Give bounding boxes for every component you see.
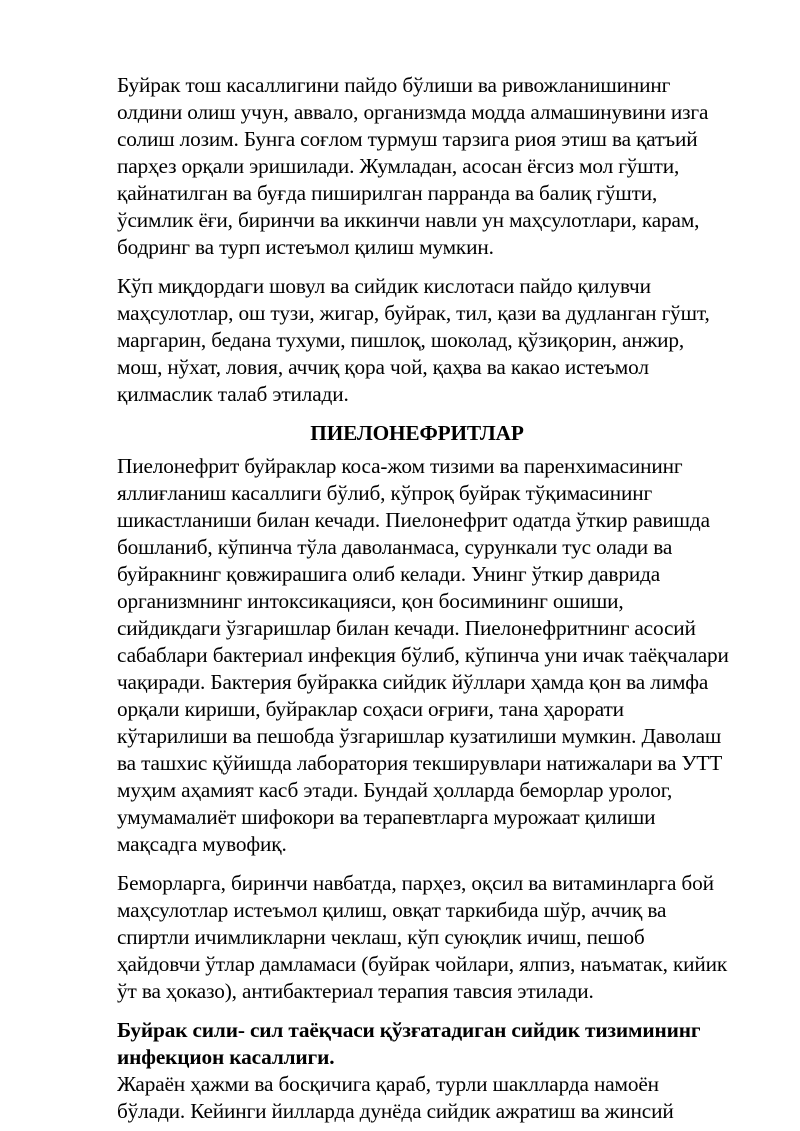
text-line: шикастланиши билан кечади. Пиелонефрит одатда ўткир равишда — [117, 508, 710, 532]
text-line: кўтарилиши ва пешобда ўзгаришлар кузатилиши мумкин. Даволаш — [117, 724, 722, 748]
text-line: қайнатилган ва буғда пиширилган парранда ва балиқ гўшти, — [117, 181, 658, 205]
text-line: бўлади. Кейинги йилларда дунёда сийдик ажратиш ва жинсий — [117, 1099, 674, 1123]
text-line: маҳсулотлар, ош тузи, жигар, буйрак, тил, қази ва дудланган гўшт, — [117, 301, 710, 325]
text-line: орқали кириши, буйраклар соҳаси оғриғи, тана ҳарорати — [117, 697, 624, 721]
subheading-tuberculosis — [117, 1017, 717, 1071]
text-line: маргарин, бедана тухуми, пишлоқ, шоколад, қўзиқорин, анжир, — [117, 328, 684, 352]
text-line: Жараён ҳажми ва босқичига қараб, турли шаклларда намоён — [117, 1072, 659, 1096]
text-line: организмнинг интоксикацияси, қон босимининг ошиши, — [117, 589, 624, 613]
text-line: қилмаслик талаб этилади. — [117, 382, 349, 406]
paragraph-restrictions — [117, 273, 717, 408]
section-heading: ПИЕЛОНЕФРИТЛАР — [310, 421, 524, 445]
text-line: чақиради. Бактерия буйракка сийдик йўллари ҳамда қон ва лимфа — [117, 670, 709, 694]
text-line: бошланиб, кўпинча тўла даволанмаса, сурункали тус олади ва — [117, 535, 673, 559]
text-line: умумамалиёт шифокори ва терапевтларга мурожаат қилиши — [117, 805, 656, 829]
text-line: ва ташхис қўйишда лаборатория текширувлари натижалари ва УТТ — [117, 751, 723, 775]
text-line: яллиғланиш касаллиги бўлиб, кўпроқ буйрак тўқимасининг — [117, 481, 653, 505]
text-line: сабаблари бактериал инфекция бўлиб, кўпинча уни ичак таёқчалари — [117, 643, 729, 667]
text-line: Беморларга, биринчи навбатда, парҳез, оқсил ва витаминларга бой — [117, 871, 714, 895]
text-line: парҳез орқали эришилади. Жумладан, асосан ёғсиз мол гўшти, — [117, 154, 680, 178]
text-line: бодринг ва турп истеъмол қилиш мумкин. — [117, 235, 494, 259]
text-line: Кўп миқдордаги шовул ва сийдик кислотаси пайдо қилувчи — [117, 274, 651, 298]
paragraph-tuberculosis — [117, 1071, 717, 1125]
paragraph-pyelonephritis — [117, 453, 729, 858]
text-line: ҳайдовчи ўтлар дамламаси (буйрак чойлари, ялпиз, наъматак, кийик — [117, 952, 728, 976]
document-page — [117, 72, 729, 1125]
text-line: буйракнинг қовжирашига олиб келади. Унинг ўткир даврида — [117, 562, 661, 586]
text-line: сийдикдаги ўзгаришлар билан кечади. Пиелонефритнинг асосий — [117, 616, 696, 640]
text-line: мош, нўхат, ловия, аччиқ қора чой, қаҳва ва какао истеъмол — [117, 355, 649, 379]
text-line: солиш лозим. Бунга соғлом турмуш тарзига риоя этиш ва қатъий — [117, 127, 698, 151]
paragraph-prevention — [117, 72, 717, 261]
text-line: муҳим аҳамият касб этади. Бундай ҳолларда беморлар уролог, — [117, 778, 673, 802]
text-line: ўсимлик ёғи, биринчи ва иккинчи навли ун маҳсулотлари, карам, — [117, 208, 700, 232]
text-line: Пиелонефрит буйраклар коса-жом тизими ва паренхимасининг — [117, 454, 683, 478]
text-line: мақсадга мувофиқ. — [117, 832, 287, 856]
text-line: Буйрак тош касаллигини пайдо бўлиши ва ривожланишининг — [117, 73, 671, 97]
text-line: Буйрак сили- сил таёқчаси қўзғатадиган сийдик тизимининг — [117, 1018, 701, 1042]
text-line: маҳсулотлар истеъмол қилиш, овқат таркибида шўр, аччиқ ва — [117, 898, 667, 922]
text-line: спиртли ичимликларни чеклаш, кўп суюқлик ичиш, пешоб — [117, 925, 645, 949]
paragraph-treatment — [117, 870, 728, 1005]
text-line: инфекцион касаллиги. — [117, 1045, 335, 1069]
text-line: олдини олиш учун, аввало, организмда модда алмашинувини изга — [117, 100, 709, 124]
text-line: ўт ва ҳоказо), антибактериал терапия тавсия этилади. — [117, 979, 594, 1003]
